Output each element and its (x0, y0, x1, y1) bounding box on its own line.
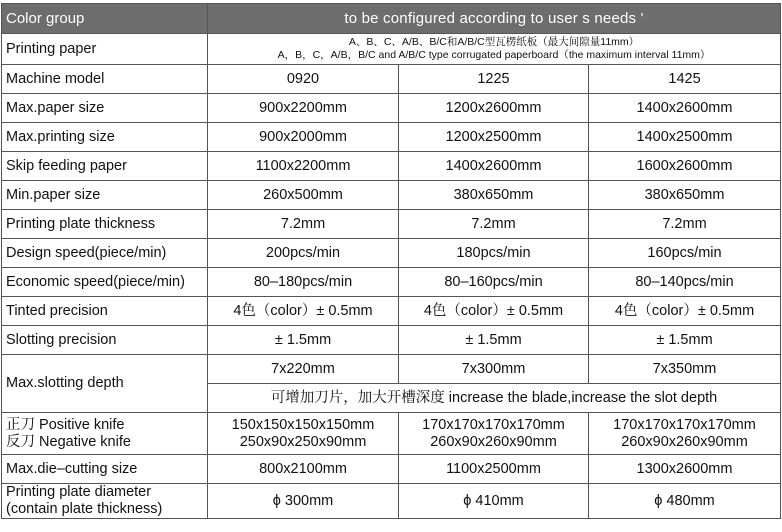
table-row (2, 123, 781, 152)
table-cell: 800x2100mm (208, 455, 399, 484)
negative-knife-value: 260x90x260x90mm (621, 433, 748, 450)
table-cell: 4色（color）± 0.5mm (399, 297, 589, 326)
model-header: 1425 (589, 65, 781, 94)
row-label: Economic speed(piece/min) (2, 268, 208, 297)
plate-diameter-sublabel: (contain plate thickness) (6, 501, 163, 517)
table-cell: 1300x2600mm (589, 455, 781, 484)
row-label: Slotting precision (2, 326, 208, 355)
printing-paper-line-en: A，B，C，A/B，B/C and A/B/C type corrugated paperboard（the maximum interval 11mm） (277, 49, 711, 61)
table-row (2, 297, 781, 326)
table-cell: ϕ 300mm (208, 484, 399, 519)
table-row (2, 326, 781, 355)
row-label: Printing paper (2, 34, 208, 65)
positive-knife-label: 正刀 Positive knife (6, 416, 125, 433)
table-cell: 7x220mm (208, 355, 399, 384)
table-cell: 1100x2500mm (399, 455, 589, 484)
positive-knife-value: 170x170x170x170mm (613, 416, 756, 433)
table-cell: 7x300mm (399, 355, 589, 384)
row-label: Printing plate thickness (2, 210, 208, 239)
table-cell: 380x650mm (399, 181, 589, 210)
row-label: Design speed(piece/min) (2, 239, 208, 268)
table-cell: 7.2mm (399, 210, 589, 239)
row-label: Tinted precision (2, 297, 208, 326)
table-cell: 7.2mm (208, 210, 399, 239)
table-cell: 200pcs/min (208, 239, 399, 268)
slotting-depth-note: 可增加刀片，加大开槽深度 increase the blade,increase the slot depth (208, 384, 781, 413)
positive-knife-value: 170x170x170x170mm (422, 416, 565, 433)
negative-knife-value: 250x90x250x90mm (239, 433, 367, 450)
row-label: Max.printing size (2, 123, 208, 152)
row-label: Machine model (2, 65, 208, 94)
table-cell: 1400x2600mm (399, 152, 589, 181)
table-row (2, 65, 781, 94)
table-cell: 7x350mm (589, 355, 781, 384)
spec-table (1, 3, 781, 519)
table-row (2, 239, 781, 268)
table-row (2, 413, 781, 455)
plate-diameter-label-cell (2, 484, 208, 519)
header-row (2, 4, 781, 34)
table-cell: 80–140pcs/min (589, 268, 781, 297)
model-header: 1225 (399, 65, 589, 94)
row-label: Min.paper size (2, 181, 208, 210)
printing-paper-line-cn: A、B、C、A/B、B/C和A/B/C型瓦楞纸板（最大间隙量11mm） (348, 35, 640, 48)
row-label: Color group (2, 4, 208, 34)
table-cell: ϕ 480mm (589, 484, 781, 519)
negative-knife-label: 反刀 Negative knife (6, 433, 131, 450)
table-cell: 380x650mm (589, 181, 781, 210)
knife-cell (208, 413, 399, 455)
table-cell: 80–160pcs/min (399, 268, 589, 297)
model-header: 0920 (208, 65, 399, 94)
table-cell: ± 1.5mm (208, 326, 399, 355)
knife-cell (589, 413, 781, 455)
table-row (2, 268, 781, 297)
table-row (2, 455, 781, 484)
table-cell: 180pcs/min (399, 239, 589, 268)
table-cell: 1600x2600mm (589, 152, 781, 181)
negative-knife-value: 260x90x260x90mm (430, 433, 557, 450)
table-cell: 4色（color）± 0.5mm (208, 297, 399, 326)
table-row (2, 34, 781, 65)
table-cell: ϕ 410mm (399, 484, 589, 519)
table-row (2, 181, 781, 210)
table-cell: 1400x2600mm (589, 94, 781, 123)
table-row (2, 484, 781, 519)
table-row (2, 355, 781, 384)
table-row (2, 94, 781, 123)
row-label: Max.paper size (2, 94, 208, 123)
plate-diameter-label: Printing plate diameter (6, 484, 152, 501)
row-label: Max.die–cutting size (2, 455, 208, 484)
header-value: to be configured according to user s needs ' (208, 4, 781, 34)
table-cell: 7.2mm (589, 210, 781, 239)
table-cell: 260x500mm (208, 181, 399, 210)
knife-cell (399, 413, 589, 455)
knife-label-cell (2, 413, 208, 455)
table-cell: 80–180pcs/min (208, 268, 399, 297)
table-cell: 1200x2500mm (399, 123, 589, 152)
row-label: Max.slotting depth (2, 355, 208, 413)
table-cell: 160pcs/min (589, 239, 781, 268)
table-cell: 900x2200mm (208, 94, 399, 123)
positive-knife-value: 150x150x150x150mm (231, 416, 375, 433)
printing-paper-cell (208, 34, 781, 65)
table-row (2, 152, 781, 181)
table-cell: ± 1.5mm (399, 326, 589, 355)
table-cell: 4色（color）± 0.5mm (589, 297, 781, 326)
table-cell: ± 1.5mm (589, 326, 781, 355)
table-cell: 1100x2200mm (208, 152, 399, 181)
table-cell: 1200x2600mm (399, 94, 589, 123)
row-label: Skip feeding paper (2, 152, 208, 181)
table-row (2, 210, 781, 239)
table-cell: 900x2000mm (208, 123, 399, 152)
table-cell: 1400x2500mm (589, 123, 781, 152)
